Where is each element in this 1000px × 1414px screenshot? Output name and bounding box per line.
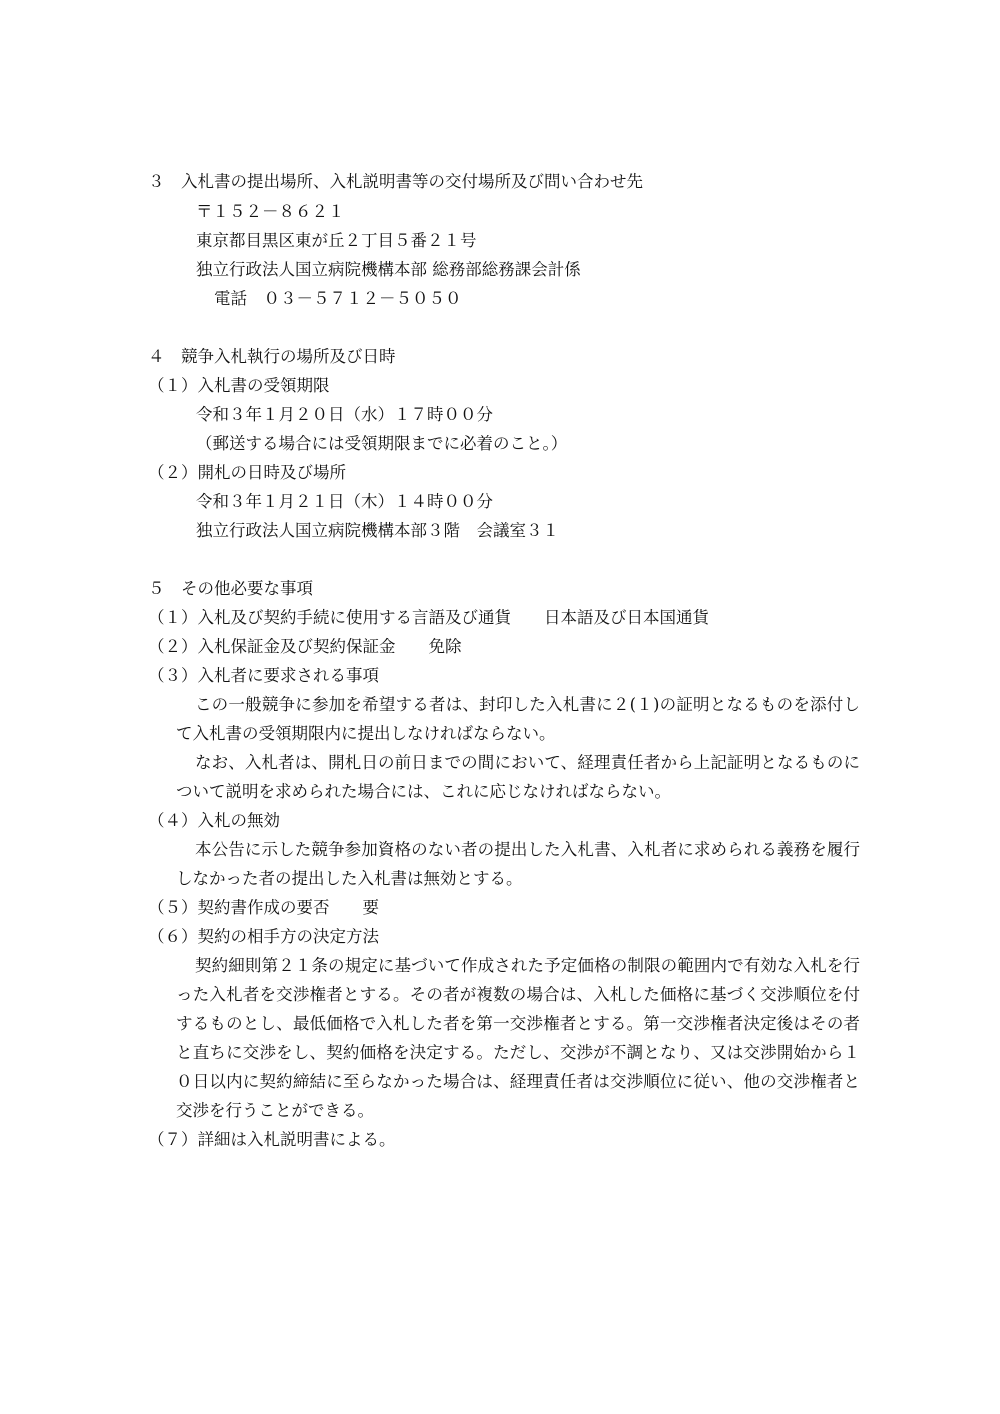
s4-item2-label: （２）開札の日時及び場所: [148, 463, 346, 482]
s4-item1-date: 令和３年１月２０日（水）１７時００分: [196, 405, 493, 424]
s5-item5: （５）契約書作成の要否 要: [148, 898, 379, 917]
s5-item3-paragraph-1: この一般競争に参加を希望する者は、封印した入札書に２(１)の証明となるものを添付して入札書の受領期限内に提出しなければならない。: [176, 695, 860, 743]
s4-item1-label: （１）入札書の受領期限: [148, 376, 330, 395]
s5-item3-label: （３）入札者に要求される事項: [148, 666, 379, 685]
section-3-heading: ３ 入札書の提出場所、入札説明書等の交付場所及び問い合わせ先: [148, 172, 643, 191]
s4-item2-date: 令和３年１月２１日（木）１４時００分: [196, 492, 493, 511]
phone-number: 電話 ０３－５７１２－５０５０: [214, 289, 462, 308]
address: 東京都目黒区東が丘２丁目５番２１号: [196, 231, 477, 250]
s5-item2: （２）入札保証金及び契約保証金 免除: [148, 637, 462, 656]
s4-item2-place: 独立行政法人国立病院機構本部３階 会議室３１: [196, 521, 559, 540]
postal-code: 〒１５２－８６２１: [196, 202, 345, 221]
s5-item7: （７）詳細は入札説明書による。: [148, 1130, 396, 1149]
section-5-heading: ５ その他必要な事項: [148, 579, 313, 598]
s5-item6-label: （６）契約の相手方の決定方法: [148, 927, 379, 946]
s5-item4-paragraph: 本公告に示した競争参加資格のない者の提出した入札書、入札者に求められる義務を履行しなかった者の提出した入札書は無効とする。: [176, 840, 860, 888]
s5-item4-label: （４）入札の無効: [148, 811, 280, 830]
s5-item1: （１）入札及び契約手続に使用する言語及び通貨 日本語及び日本国通貨: [148, 608, 709, 627]
s4-item1-note: （郵送する場合には受領期限までに必着のこと。）: [196, 434, 568, 453]
s5-item6-paragraph: 契約細則第２１条の規定に基づいて作成された予定価格の制限の範囲内で有効な入札を行った入札者を交渉権者とする。その者が複数の場合は、入札した価格に基づく交渉順位を付するものとし、最低価格で入札した者を第一交渉権者とする。第一交渉権者決定後はその者と直ちに交渉をし、契約価格を決定する。ただし、交渉が不調となり、又は交渉開始から１０日以内に契約締結に至らなかった場合は、経理責任者は交渉順位に従い、他の交渉権者と交渉を行うことができる。: [176, 956, 860, 1120]
s5-item3-paragraph-2: なお、入札者は、開札日の前日までの間において、経理責任者から上記証明となるものについて説明を求められた場合には、これに応じなければならない。: [176, 753, 860, 801]
organization: 独立行政法人国立病院機構本部 総務部総務課会計係: [196, 260, 581, 279]
section-4-heading: ４ 競争入札執行の場所及び日時: [148, 347, 396, 366]
